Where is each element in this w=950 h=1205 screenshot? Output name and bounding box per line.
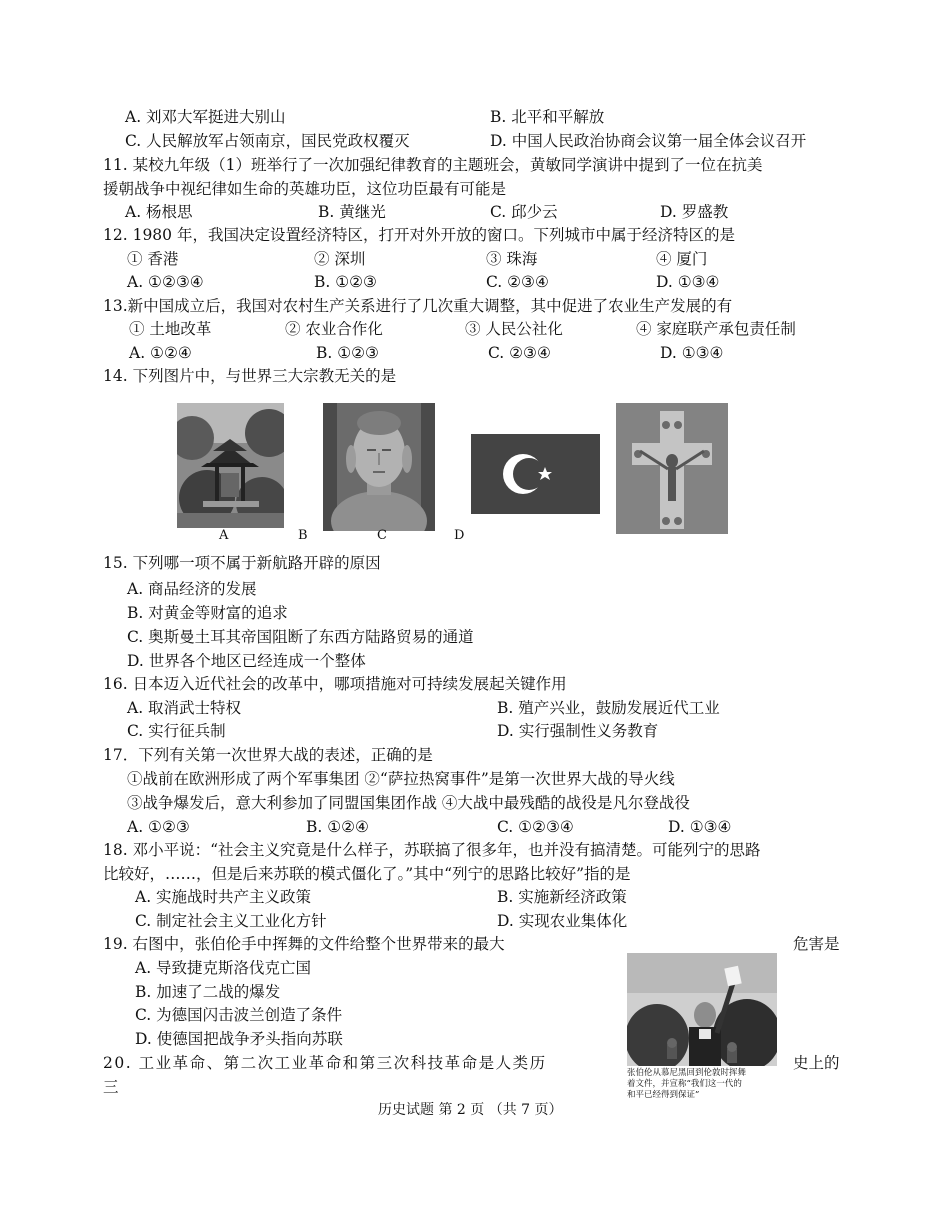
q12-stem: 12. 1980 年，我国决定设置经济特区，打开对外开放的窗口。下列城市中属于经济特区的是 [103, 226, 735, 244]
q13-item-2: ② 农业合作化 [285, 320, 383, 338]
q11-stem: 11. 某校九年级（1）班举行了一次加强纪律教育的主题班会，黄敏同学演讲中提到了一位在抗美 [103, 156, 763, 174]
photo-caption-line2: 着文件，并宣称“我们这一代的 [627, 1079, 742, 1089]
q12-option-a: A. ①②③④ [127, 273, 204, 291]
q13-option-b: B. ①②③ [316, 344, 379, 362]
q19-stem-right: 危害是 [793, 935, 840, 953]
crucifix-photo [616, 403, 728, 534]
q18-stem: 18. 邓小平说：“社会主义究竟是什么样子，苏联搞了很多年，也并没有搞清楚。可能列宁的思路 [103, 841, 761, 859]
q15-stem: 15. 下列哪一项不属于新航路开辟的原因 [103, 554, 381, 572]
q19-option-a: A. 导致捷克斯洛伐克亡国 [135, 959, 312, 977]
q17-option-c: C. ①②③④ [497, 818, 574, 836]
crescent-star-flag [471, 434, 600, 514]
q15-option-b: B. 对黄金等财富的追求 [127, 604, 288, 622]
q10-option-a: A. 刘邓大军挺进大别山 [125, 108, 286, 126]
q16-option-c: C. 实行征兵制 [127, 722, 226, 740]
q12-option-d: D. ①③④ [656, 273, 720, 291]
q17-statements-1: ①战前在欧洲形成了两个军事集团 ②“萨拉热窝事件”是第一次世界大战的导火线 [127, 770, 675, 788]
q13-item-3: ③ 人民公社化 [465, 320, 563, 338]
q20-stem-right: 史上的 [793, 1054, 840, 1072]
q17-option-d: D. ①③④ [668, 818, 732, 836]
q14-label-a: A [219, 528, 229, 543]
photo-caption-line3: 和平已经得到保证” [627, 1090, 700, 1100]
q17-option-b: B. ①②④ [306, 818, 369, 836]
q13-item-1: ① 土地改革 [129, 320, 212, 338]
q17-option-a: A. ①②③ [127, 818, 190, 836]
q20-stem-cont: 三 [103, 1078, 119, 1096]
q13-option-c: C. ②③④ [488, 344, 551, 362]
q18-stem-cont: 比较好，……，但是后来苏联的模式僵化了。”其中“列宁的思路比较好”指的是 [103, 865, 631, 883]
q12-option-b: B. ①②③ [314, 273, 377, 291]
q10-option-c: C. 人民解放军占领南京，国民党政权覆灭 [125, 132, 410, 150]
q16-stem: 16. 日本迈入近代社会的改革中，哪项措施对可持续发展起关键作用 [103, 675, 567, 693]
q18-option-a: A. 实施战时共产主义政策 [135, 888, 312, 906]
photo-caption-line1: 张伯伦从慕尼黑回到伦敦时挥舞 [627, 1068, 747, 1078]
q13-option-d: D. ①③④ [660, 344, 724, 362]
q19-stem: 19. 右图中，张伯伦手中挥舞的文件给整个世界带来的最大 [103, 935, 505, 953]
q18-option-b: B. 实施新经济政策 [497, 888, 627, 906]
q13-option-a: A. ①②④ [129, 344, 192, 362]
buddha-statue-photo [323, 403, 435, 531]
q18-option-c: C. 制定社会主义工业化方针 [135, 912, 327, 930]
page-footer: 历史试题 第 2 页 （共 7 页） [378, 1102, 563, 1118]
q10-option-b: B. 北平和平解放 [490, 108, 605, 126]
q17-statements-2: ③战争爆发后，意大利参加了同盟国集团作战 ④大战中最残酷的战役是凡尔登战役 [127, 794, 690, 812]
pavilion-photo [177, 403, 284, 528]
q11-option-d: D. 罗盛教 [660, 203, 729, 221]
q12-item-2: ② 深圳 [314, 250, 366, 268]
q14-label-c: C [377, 528, 387, 543]
q19-option-d: D. 使德国把战争矛头指向苏联 [135, 1030, 343, 1048]
q15-option-c: C. 奥斯曼土耳其帝国阻断了东西方陆路贸易的通道 [127, 628, 474, 646]
q14-label-b: B [298, 528, 308, 543]
q17-stem: 17．下列有关第一次世界大战的表述，正确的是 [103, 746, 433, 764]
q12-item-1: ① 香港 [127, 250, 179, 268]
q13-stem: 13.新中国成立后，我国对农村生产关系进行了几次重大调整，其中促进了农业生产发展的有 [103, 297, 733, 315]
q11-option-a: A. 杨根思 [125, 203, 193, 221]
q11-option-b: B. 黄继光 [318, 203, 386, 221]
q16-option-d: D. 实行强制性义务教育 [497, 722, 659, 740]
q14-stem: 14. 下列图片中，与世界三大宗教无关的是 [103, 367, 397, 385]
q20-stem: 20. 工业革命、第二次工业革命和第三次科技革命是人类历 [103, 1054, 547, 1072]
q19-option-b: B. 加速了二战的爆发 [135, 983, 281, 1001]
q12-item-4: ④ 厦门 [656, 250, 708, 268]
q15-option-a: A. 商品经济的发展 [127, 580, 257, 598]
q14-label-d: D [454, 528, 465, 543]
q18-option-d: D. 实现农业集体化 [497, 912, 628, 930]
q15-option-d: D. 世界各个地区已经连成一个整体 [127, 652, 366, 670]
q16-option-b: B. 殖产兴业，鼓励发展近代工业 [497, 699, 720, 717]
q19-option-c: C. 为德国闪击波兰创造了条件 [135, 1006, 343, 1024]
q11-stem-cont: 援朝战争中视纪律如生命的英雄功臣，这位功臣最有可能是 [103, 180, 507, 198]
q12-item-3: ③ 珠海 [486, 250, 538, 268]
chamberlain-photo [627, 953, 777, 1066]
q11-option-c: C. 邱少云 [490, 203, 558, 221]
q12-option-c: C. ②③④ [486, 273, 549, 291]
q10-option-d: D. 中国人民政治协商会议第一届全体会议召开 [490, 132, 807, 150]
q16-option-a: A. 取消武士特权 [127, 699, 242, 717]
q13-item-4: ④ 家庭联产承包责任制 [636, 320, 796, 338]
